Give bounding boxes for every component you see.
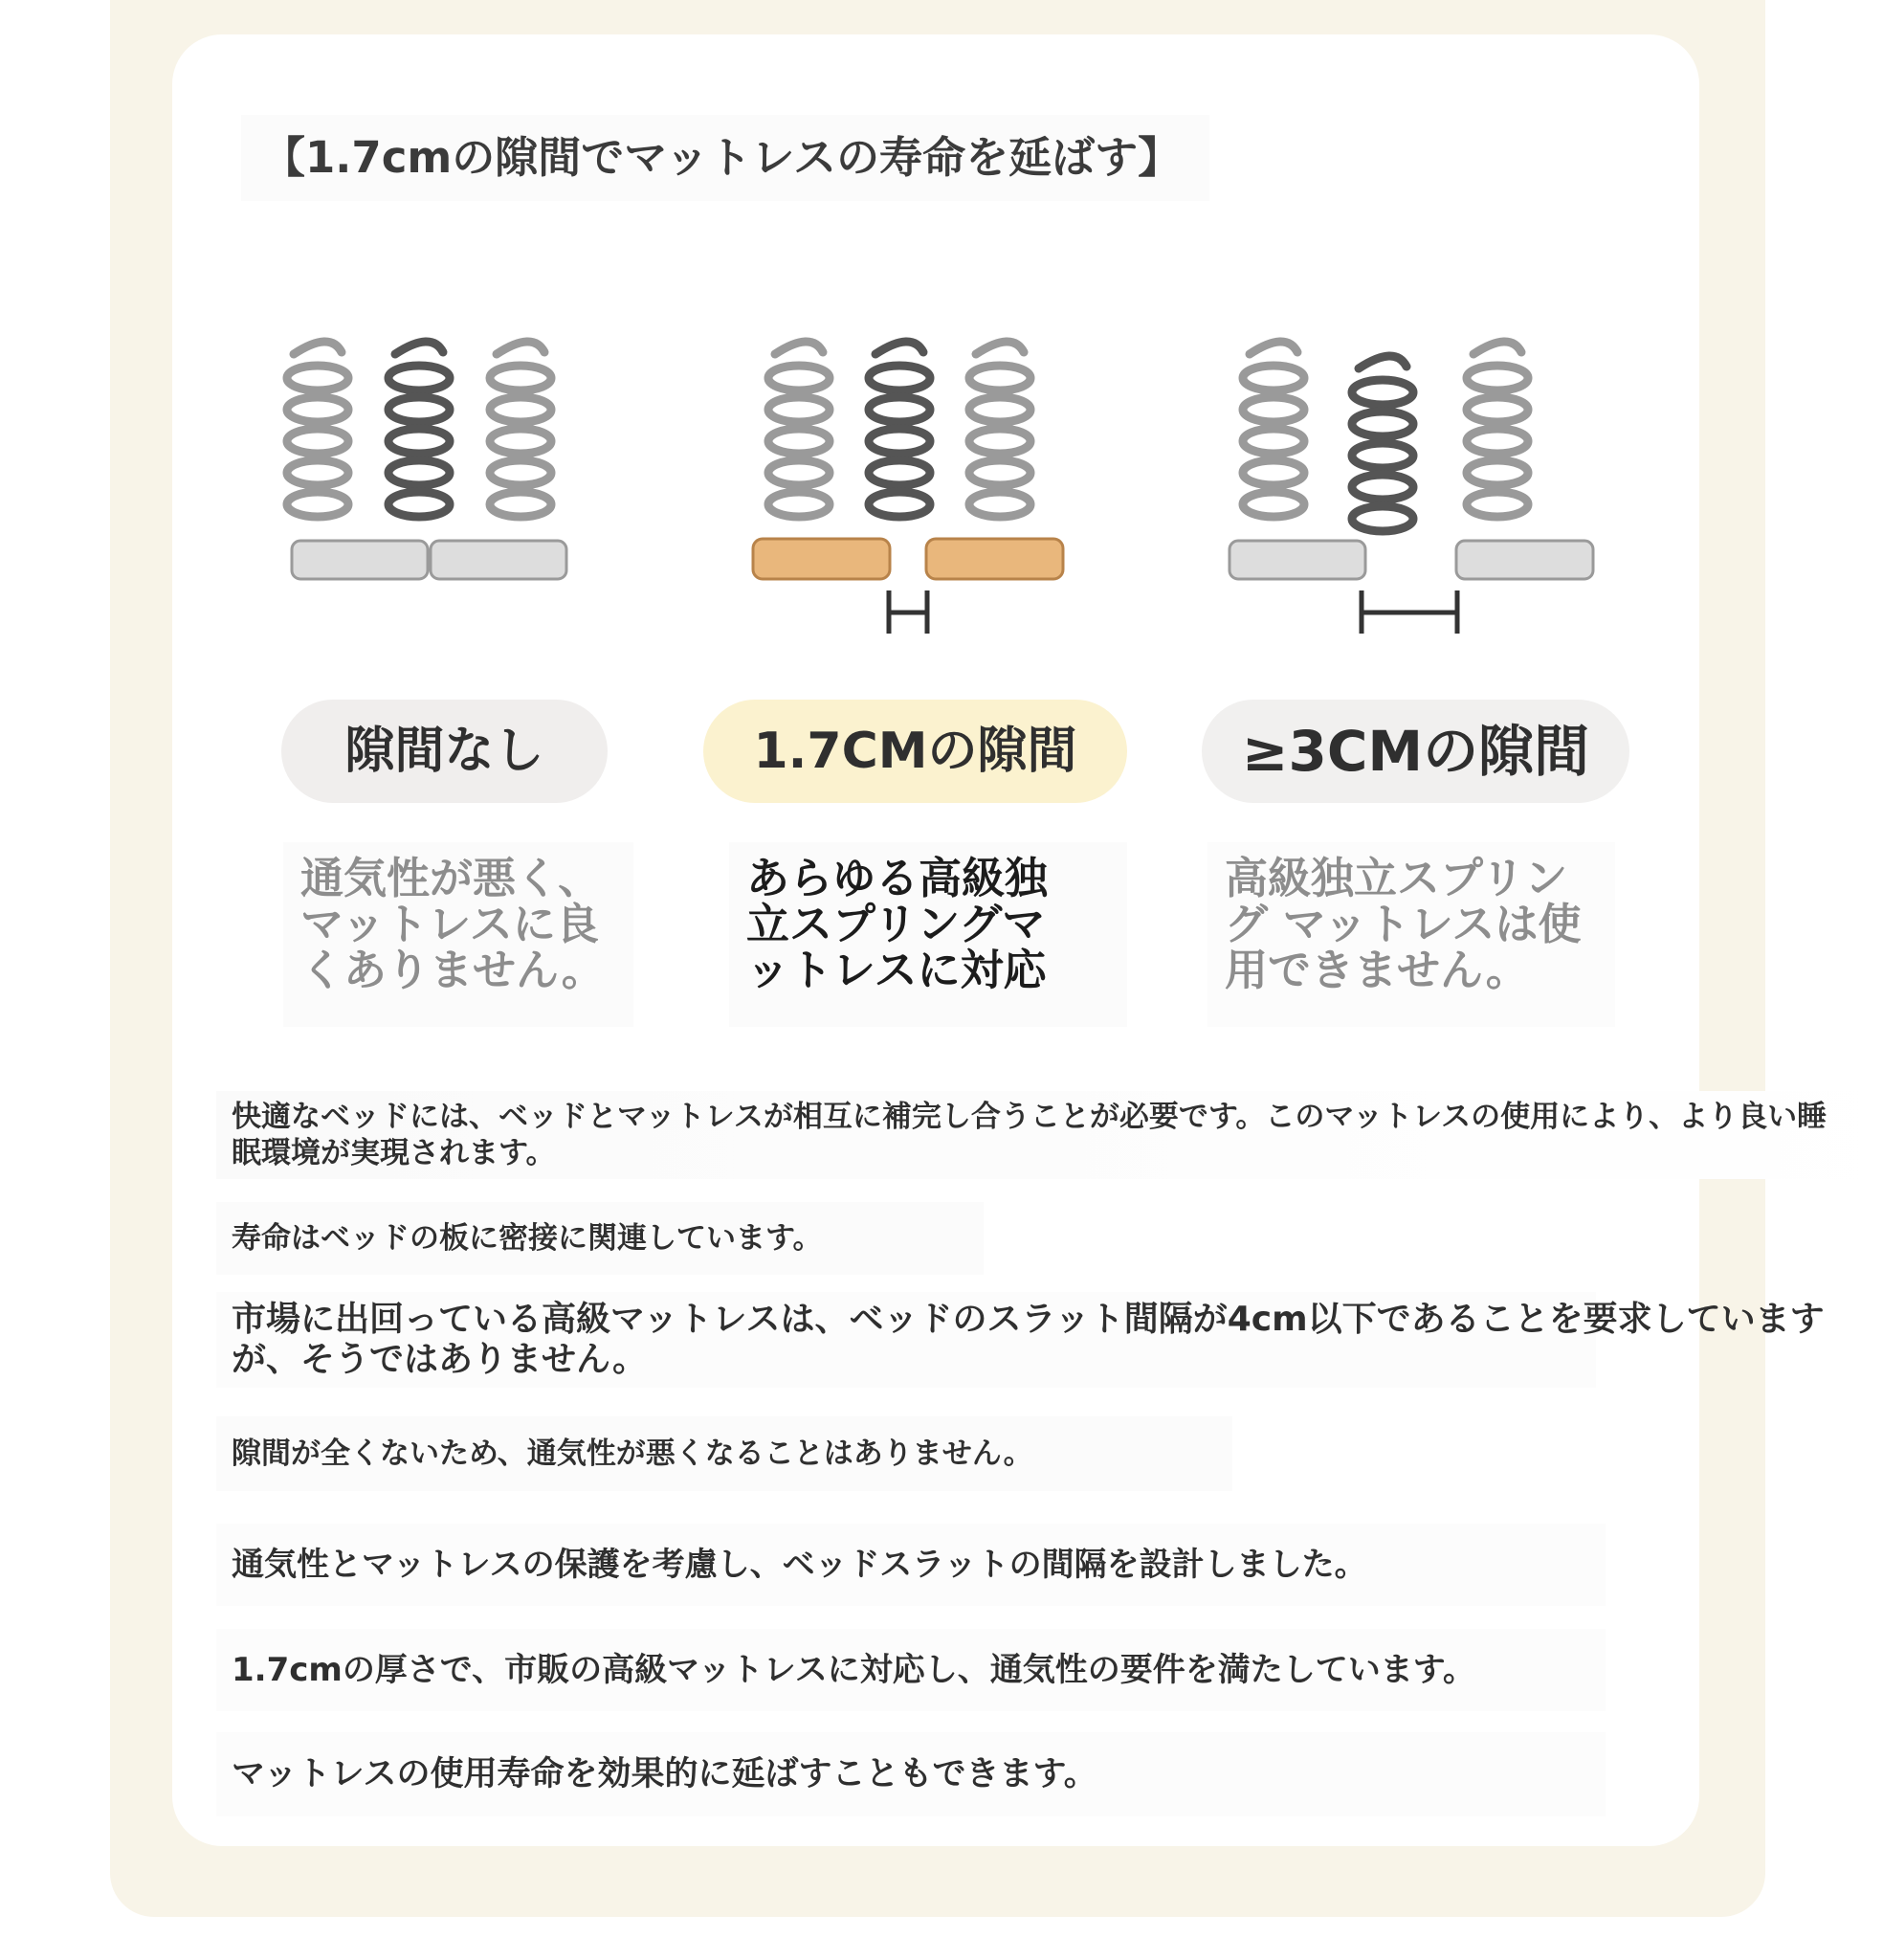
description-line: グ マットレスは使 [1225, 899, 1582, 949]
large-gap-label: ≥3CMの隙間 [1202, 700, 1629, 803]
market-paragraph [216, 1292, 1825, 1388]
small-gap-spring-diagram [737, 335, 1119, 641]
slat-left-icon [753, 539, 890, 579]
paragraph-line: が、そうではありません。 [232, 1340, 648, 1379]
description-line: くありません。 [300, 945, 605, 995]
slat-right-icon [1456, 541, 1593, 579]
paragraph-line: 市場に出回っている高級マットレスは、ベッドのスラット間隔が4cm以下であることを要求しています [232, 1300, 1825, 1339]
large-gap-description [1207, 842, 1615, 1027]
paragraph-line: 眠環境が実現されます。 [232, 1136, 556, 1170]
spring-coil-center-icon [1352, 356, 1413, 531]
spring-coil-center-icon [869, 342, 930, 517]
gap-measure-icon [889, 590, 927, 634]
no-gap-paragraph: 隙間が全くないため、通気性が悪くなることはありません。 [216, 1416, 1232, 1491]
slat-right-icon [926, 539, 1063, 579]
slat-left-icon [292, 541, 428, 579]
spring-coil-right-icon [1467, 342, 1528, 517]
description-line: 通気性が悪く、 [300, 853, 602, 903]
gap-measure-icon [1362, 590, 1457, 634]
description-line: 立スプリングマ [746, 899, 1046, 949]
page-title: 【1.7cmの隙間でマットレスの寿命を延ばす】 [241, 115, 1209, 201]
comfort-paragraph [216, 1091, 1883, 1179]
no-gap-spring-diagram [273, 335, 655, 641]
slat-right-icon [431, 541, 566, 579]
design-paragraph: 通気性とマットレスの保護を考慮し、ベッドスラットの間隔を設計しました。 [216, 1524, 1606, 1606]
spring-coil-right-icon [969, 342, 1030, 517]
small-gap-description [729, 842, 1127, 1027]
no-gap-label: 隙間なし [281, 700, 608, 803]
slat-left-icon [1229, 541, 1365, 579]
spring-coil-left-icon [1243, 342, 1304, 517]
paragraph-line: 快適なベッドには、ベッドとマットレスが相互に補完し合うことが必要です。このマットレスの使用により、より良い睡 [232, 1100, 1828, 1134]
description-line: マットレスに良 [300, 899, 599, 949]
spring-coil-center-icon [388, 342, 450, 517]
small-gap-label: 1.7CMの隙間 [703, 700, 1127, 803]
extend-lifespan-paragraph: マットレスの使用寿命を効果的に延ばすこともできます。 [216, 1732, 1606, 1816]
description-line: 用できません。 [1225, 945, 1529, 995]
thickness-paragraph: 1.7cmの厚さで、市販の高級マットレスに対応し、通気性の要件を満たしています。 [216, 1629, 1606, 1711]
description-line: あらゆる高級独 [746, 853, 1049, 903]
description-line: ットレスに対応 [746, 945, 1047, 995]
description-line: 高級独立スプリン [1225, 853, 1568, 903]
no-gap-description [283, 842, 633, 1027]
spring-coil-left-icon [768, 342, 830, 517]
large-gap-spring-diagram [1215, 335, 1598, 641]
lifespan-paragraph: 寿命はベッドの板に密接に関連しています。 [216, 1202, 984, 1275]
spring-coil-right-icon [490, 342, 551, 517]
spring-coil-left-icon [287, 342, 348, 517]
